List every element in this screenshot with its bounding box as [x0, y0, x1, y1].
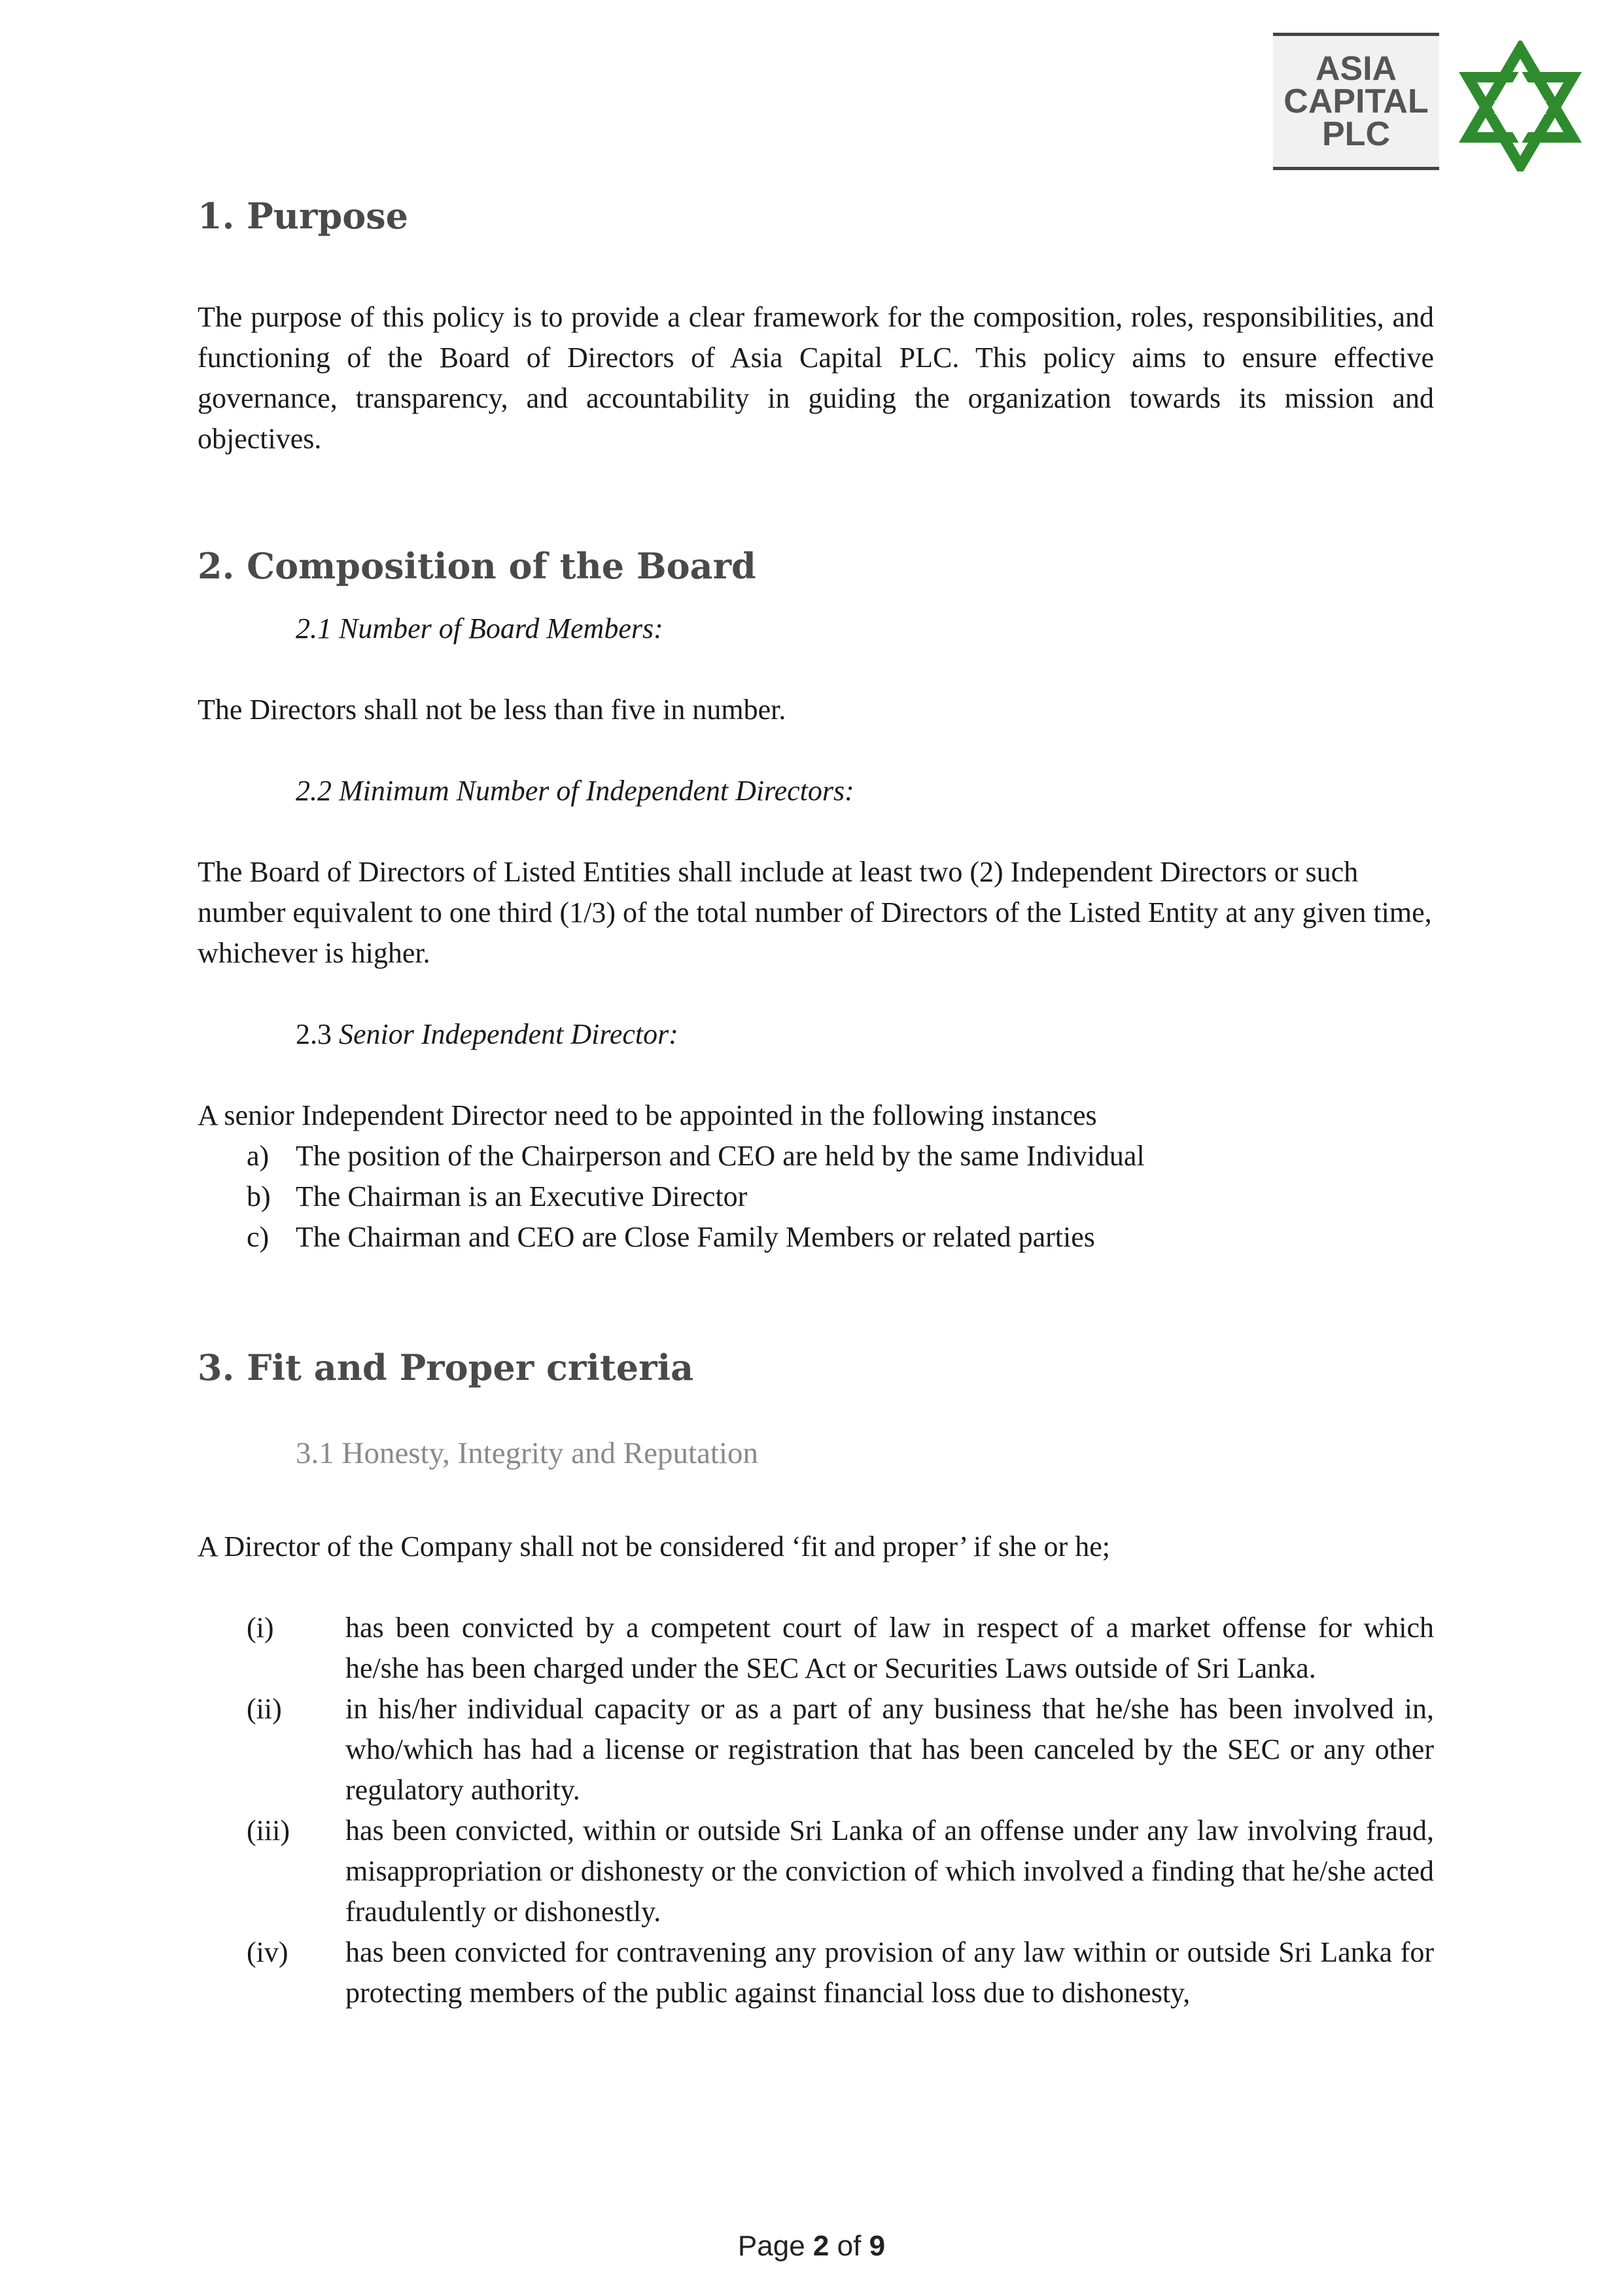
current-page-number: 2	[812, 2230, 829, 2262]
section-2-heading: 2. Composition of the Board	[198, 545, 756, 587]
page-word: Page	[737, 2230, 805, 2262]
list-marker: (ii)	[247, 1693, 282, 1725]
section-3-heading: 3. Fit and Proper criteria	[198, 1347, 694, 1388]
list-marker: (iii)	[247, 1814, 290, 1846]
list-item	[198, 1176, 1434, 1217]
list-item-text: The position of the Chairperson and CEO are held by the same Individual	[296, 1140, 1145, 1172]
subsection-2-3-title-text: Senior Independent Director:	[339, 1018, 678, 1050]
section-1-paragraph: The purpose of this policy is to provide a clear framework for the composition, roles, responsibilities, and functioning of the Board of Directors of Asia Capital PLC. This policy aims to ensure effective governance, transparency, and accountability in guiding the organization towards its mission and objectives.	[198, 301, 1434, 455]
logo-wordmark	[1273, 33, 1439, 170]
subsection-2-2-title-text: 2.2 Minimum Number of Independent Directors:	[296, 775, 854, 807]
list-marker: (i)	[247, 1612, 274, 1644]
subsection-3-1-title: 3.1 Honesty, Integrity and Reputation	[296, 1436, 759, 1470]
total-page-count: 9	[869, 2230, 886, 2262]
list-marker: c)	[247, 1221, 270, 1253]
list-marker: a)	[247, 1140, 270, 1172]
fit-and-proper-intro: A Director of the Company shall not be considered ‘fit and proper’ if she or he;	[198, 1530, 1110, 1563]
list-item-text: The Chairman and CEO are Close Family Members or related parties	[296, 1221, 1095, 1253]
star-emblem-icon	[1455, 41, 1586, 171]
logo-line-3: PLC	[1322, 115, 1390, 153]
company-logo	[1273, 33, 1594, 170]
fit-and-proper-criteria-list	[198, 1608, 1434, 2013]
logo-line-2: CAPITAL	[1283, 82, 1429, 120]
subsection-2-1-title-text: 2.1 Number of Board Members:	[296, 612, 663, 645]
list-item	[198, 1217, 1434, 1258]
subsection-2-2-text: The Board of Directors of Listed Entities shall include at least two (2) Independent Directors or such number equivalent to one third (1/3) of the total number of Directors of the Listed Entity at any given time, whichever is higher.	[198, 856, 1432, 969]
subsection-2-3-number: 2.3	[296, 1018, 332, 1050]
list-marker: b)	[247, 1180, 271, 1212]
subsection-2-1-title	[296, 609, 663, 649]
list-item-text: in his/her individual capacity or as a part of any business that he/she has been involved in, who/which has had a license or registration that has been canceled by the SEC or any other regulatory authority.	[345, 1693, 1434, 1806]
subsection-2-1-text: The Directors shall not be less than five in number.	[198, 694, 786, 726]
list-item	[198, 1689, 1434, 1810]
of-word: of	[837, 2230, 862, 2262]
list-item-text: The Chairman is an Executive Director	[296, 1180, 748, 1212]
section-1-heading: 1. Purpose	[198, 195, 409, 237]
list-marker: (iv)	[247, 1936, 288, 1968]
subsection-2-2-title	[296, 771, 854, 811]
senior-director-instances-list	[198, 1136, 1434, 1258]
list-item-text: has been convicted by a competent court of law in respect of a market offense for which he/she has been charged under the SEC Act or Securities Laws outside of Sri Lanka.	[345, 1612, 1434, 1684]
list-item	[198, 1136, 1434, 1176]
page-number-footer	[0, 2230, 1623, 2263]
list-item-text: has been convicted for contravening any provision of any law within or outside Sri Lanka for protecting members of the public against financial loss due to dishonesty,	[345, 1936, 1434, 2009]
list-item	[198, 1608, 1434, 1689]
subsection-2-3-text: A senior Independent Director need to be appointed in the following instances	[198, 1099, 1097, 1131]
list-item	[198, 1810, 1434, 1932]
subsection-2-3-title	[296, 1014, 678, 1055]
list-item-text: has been convicted, within or outside Sri Lanka of an offense under any law involving fraud, misappropriation or dishonesty or the conviction of which involved a finding that he/she acted fraudulently or dishonestly.	[345, 1814, 1434, 1928]
logo-line-1: ASIA	[1315, 50, 1397, 88]
list-item	[198, 1932, 1434, 2013]
